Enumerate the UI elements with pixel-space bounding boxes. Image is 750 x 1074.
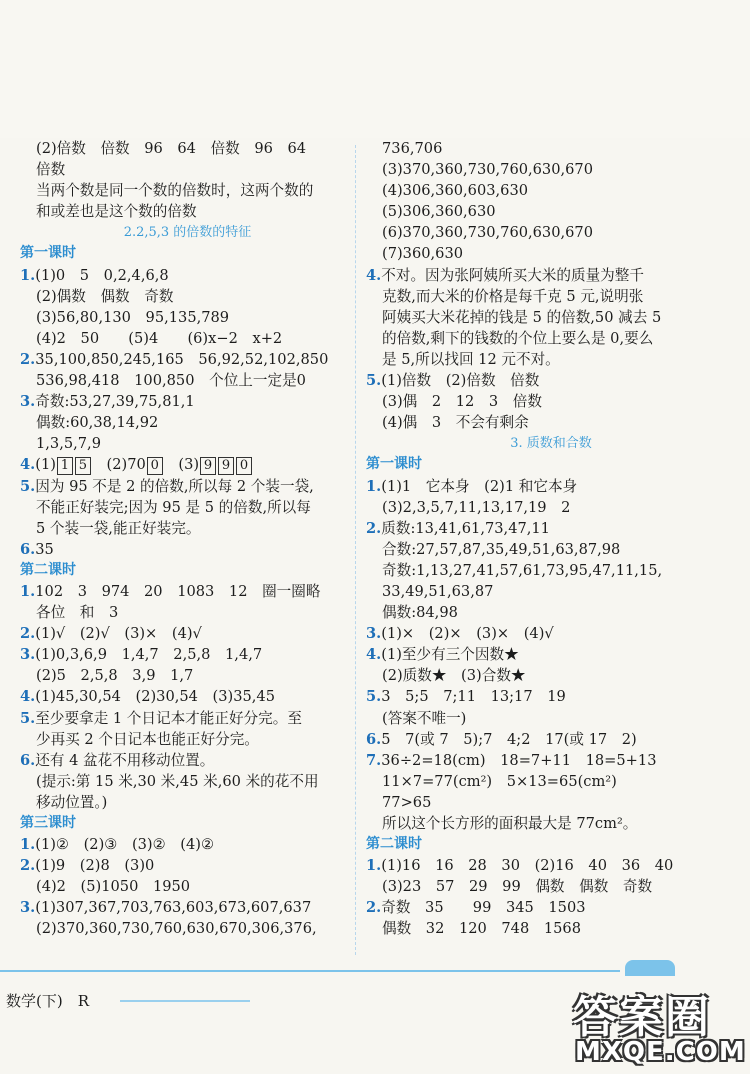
answer-text: 第三课时: [20, 815, 76, 831]
right-column: [366, 138, 736, 940]
right-line: [366, 560, 736, 581]
answer-text: 所以这个长方形的面积最大是 77cm²。: [382, 815, 638, 832]
left-line: [20, 265, 355, 286]
question-number: 1.: [20, 266, 36, 284]
answer-box: 5: [75, 457, 91, 475]
question-number: 7.: [366, 751, 382, 769]
question-number: 5.: [366, 688, 382, 706]
answer-text: (提示:第 15 米,30 米,45 米,60 米的花不用: [36, 772, 319, 790]
answer-text: 克数,而大米的价格是每千克 5 元,说明张: [382, 287, 644, 305]
right-line: [366, 265, 736, 286]
right-line: [366, 454, 736, 475]
answer-text: (1)× (2)× (3)× (4)√: [381, 625, 554, 643]
left-line: [20, 729, 355, 750]
answer-text: (5)306,360,630: [382, 203, 496, 221]
left-line: [20, 433, 355, 454]
right-line: [366, 307, 736, 328]
answer-text: 质数:13,41,61,73,47,11: [381, 519, 550, 537]
left-line: [20, 222, 355, 243]
right-line: [366, 918, 736, 939]
answer-text: (答案不唯一): [382, 709, 467, 727]
answer-text: 35,100,850,245,165 56,92,52,102,850: [35, 350, 329, 368]
left-line: [20, 497, 355, 518]
answer-text: (4)2 50 (5)4 (6)x−2 x+2: [36, 329, 283, 347]
right-line: [366, 539, 736, 560]
answer-text: 77>65: [382, 793, 432, 811]
left-line: [20, 855, 355, 876]
answer-text: 第一课时: [20, 245, 76, 262]
right-line: [366, 243, 736, 264]
answer-text: (4)306,360,603,630: [382, 182, 529, 200]
question-number: 3.: [366, 625, 382, 643]
left-line: [20, 644, 355, 665]
answer-text: (1)至少有三个因数★: [381, 646, 519, 664]
right-line: [366, 644, 736, 665]
answer-text: 当两个数是同一个数的倍数时，这两个数的: [36, 182, 314, 200]
answer-text: 第二课时: [366, 836, 422, 853]
answer-text: 33,49,51,63,87: [382, 582, 494, 600]
question-number: 3.: [20, 646, 36, 664]
answer-text: 偶数:84,98: [382, 604, 458, 622]
left-line: [20, 918, 355, 939]
answer-text: 奇数 35 99 345 1503: [381, 899, 586, 917]
right-line: [366, 813, 736, 834]
answer-text: 736,706: [382, 140, 443, 157]
right-line: [366, 349, 736, 370]
right-line: [366, 180, 736, 201]
question-number: 2.: [366, 519, 382, 537]
question-number: 4.: [20, 688, 36, 706]
answer-text: 102 3 974 20 1083 12 圈一圈略: [35, 582, 321, 600]
question-number: 3.: [20, 899, 36, 917]
question-number: 5.: [20, 477, 36, 495]
answer-text: (1)√ (2)√ (3)× (4)√: [35, 625, 202, 643]
right-line: [366, 686, 736, 707]
page-number-tab: [625, 960, 675, 976]
left-line: [20, 602, 355, 623]
left-line: [20, 138, 355, 159]
answer-text: 5 7(或 7 5);7 4;2 17(或 17 2): [381, 730, 637, 748]
answer-text: (2)370,360,730,760,630,670,306,376,: [36, 920, 317, 938]
right-line: [366, 201, 736, 222]
answer-text: (4)2 (5)1050 1950: [36, 878, 191, 896]
left-line: [20, 159, 355, 180]
answer-text: (2)倍数 倍数 96 64 倍数 96 64: [36, 140, 307, 157]
page-top-blank: [0, 0, 750, 138]
right-line: [366, 476, 736, 497]
answer-text: 还有 4 盆花不用移动位置。: [35, 751, 215, 769]
right-line: [366, 834, 736, 855]
answer-text: (3)23 57 29 99 偶数 偶数 奇数: [382, 878, 653, 896]
answer-text: (1)9 (2)8 (3)0: [35, 857, 155, 875]
left-line: [20, 518, 355, 539]
right-line: [366, 370, 736, 391]
question-number: 1.: [366, 857, 382, 875]
answer-text: (3)56,80,130 95,135,789: [36, 308, 230, 326]
right-line: [366, 581, 736, 602]
question-number: 2.: [20, 350, 36, 368]
right-line: [366, 222, 736, 243]
answer-text: (1)0,3,6,9 1,4,7 2,5,8 1,4,7: [35, 646, 263, 664]
answer-text: (3): [163, 456, 200, 474]
right-line: [366, 286, 736, 307]
question-number: 2.: [20, 857, 36, 875]
footer-rule-short: [120, 1000, 250, 1002]
right-line: [366, 876, 736, 897]
answer-text: (1): [35, 456, 56, 474]
left-line: [20, 370, 355, 391]
left-line: [20, 307, 355, 328]
answer-text: 是 5,所以找回 12 元不对。: [382, 350, 560, 368]
answer-text: 奇数:1,13,27,41,57,61,73,95,47,11,15,: [382, 561, 663, 579]
answer-text: (1)② (2)③ (3)② (4)②: [35, 836, 215, 854]
answer-text: 1,3,5,7,9: [36, 435, 101, 453]
answer-text: 不对。因为张阿姨所买大米的质量为整千: [381, 266, 644, 284]
answer-text: (1)倍数 (2)倍数 倍数: [381, 372, 540, 390]
footer-rule: [0, 970, 620, 972]
answer-text: 至少要拿走 1 个日记本才能正好分完。至: [35, 709, 302, 727]
left-line: [20, 476, 355, 497]
question-number: 5.: [366, 372, 382, 390]
answer-text: 第一课时: [366, 456, 422, 473]
answer-text: 阿姨买大米花掉的钱是 5 的倍数,50 减去 5: [382, 308, 662, 326]
right-line: [366, 771, 736, 792]
answer-text: 因为 95 不是 2 的倍数,所以每 2 个装一袋,: [35, 477, 314, 495]
left-line: [20, 391, 355, 412]
answer-text: (1)0 5 0,2,4,6,8: [35, 266, 169, 284]
answer-text: 偶数 32 120 748 1568: [382, 920, 581, 938]
answer-box: 9: [200, 457, 216, 475]
question-number: 4.: [20, 456, 36, 474]
left-line: [20, 813, 355, 834]
answer-text: 第二课时: [20, 561, 76, 578]
question-number: 1.: [20, 836, 36, 854]
answer-text: (3)偶 2 12 3 倍数: [382, 393, 542, 411]
answer-text: (1)307,367,703,763,603,673,607,637: [35, 899, 312, 917]
question-number: 6.: [20, 540, 36, 558]
left-line: [20, 412, 355, 433]
logo-main-text: 答案圈: [573, 992, 711, 1043]
answer-text: 536,98,418 100,850 个位上一定是0: [36, 372, 306, 390]
answer-text: (2)70: [91, 456, 146, 474]
answer-text: (1)1 它本身 (2)1 和它本身: [381, 477, 578, 495]
right-line: [366, 792, 736, 813]
question-number: 1.: [366, 477, 382, 495]
right-line: [366, 729, 736, 750]
answer-text: (1)16 16 28 30 (2)16 40 36 40: [381, 857, 674, 875]
right-line: [366, 159, 736, 180]
answer-text: 偶数:60,38,14,92: [36, 414, 159, 432]
right-line: [366, 518, 736, 539]
answer-text: (2)质数★ (3)合数★: [382, 667, 526, 685]
left-line: [20, 750, 355, 771]
right-line: [366, 855, 736, 876]
left-line: [20, 454, 355, 475]
answer-text: 倍数: [36, 161, 66, 179]
left-line: [20, 897, 355, 918]
right-line: [366, 750, 736, 771]
left-line: [20, 286, 355, 307]
left-line: [20, 201, 355, 222]
left-line: [20, 686, 355, 707]
answer-text: (3)370,360,730,760,630,670: [382, 161, 593, 179]
answer-text: 各位 和 3: [36, 604, 119, 622]
answer-text: (6)370,360,730,760,630,670: [382, 224, 593, 242]
answer-text: 不能正好装完;因为 95 是 5 的倍数,所以每: [36, 498, 311, 516]
question-number: 5.: [20, 709, 36, 727]
right-line: [366, 433, 736, 454]
answer-box: 9: [218, 457, 234, 475]
left-line: [20, 708, 355, 729]
question-number: 3.: [20, 393, 36, 411]
left-column: [20, 138, 355, 940]
question-number: 6.: [20, 751, 36, 769]
answer-text: 5 个装一袋,能正好装完。: [36, 519, 201, 537]
left-line: [20, 243, 355, 264]
answer-text: 的倍数,剩下的钱数的个位上要么是 0,要么: [382, 329, 654, 347]
answer-text: 少再买 2 个日记本也能正好分完。: [36, 730, 259, 748]
right-line: [366, 412, 736, 433]
answer-box: 0: [147, 457, 163, 475]
right-line: [366, 602, 736, 623]
answer-text: (4)偶 3 不会有剩余: [382, 414, 529, 432]
right-line: [366, 328, 736, 349]
left-line: [20, 876, 355, 897]
answer-text: (2)偶数 偶数 奇数: [36, 287, 174, 305]
answer-text: 奇数:53,27,39,75,81,1: [35, 393, 195, 411]
answer-box: 1: [57, 457, 73, 475]
right-line: [366, 708, 736, 729]
right-line: [366, 623, 736, 644]
answer-text: 2.2,5,3 的倍数的特征: [123, 225, 252, 241]
answer-box: 0: [236, 457, 252, 475]
question-number: 4.: [366, 266, 382, 284]
question-number: 6.: [366, 730, 382, 748]
left-line: [20, 665, 355, 686]
right-line: [366, 497, 736, 518]
left-line: [20, 792, 355, 813]
answer-text: 3 5;5 7;11 13;17 19: [381, 688, 566, 706]
answer-text: (1)45,30,54 (2)30,54 (3)35,45: [35, 688, 275, 706]
answer-text: (3)2,3,5,7,11,13,17,19 2: [382, 498, 571, 516]
left-line: [20, 349, 355, 370]
logo-url-text: MXQE.COM: [575, 1037, 746, 1067]
answer-text: 合数:27,57,87,35,49,51,63,87,98: [382, 540, 621, 558]
answer-text: 3. 质数和合数: [510, 436, 592, 452]
left-line: [20, 539, 355, 560]
left-line: [20, 834, 355, 855]
answer-text: 和或差也是这个数的倍数: [36, 203, 197, 221]
right-line: [366, 138, 736, 159]
left-line: [20, 581, 355, 602]
question-number: 4.: [366, 646, 382, 664]
question-number: 2.: [366, 899, 382, 917]
question-number: 1.: [20, 582, 36, 600]
answer-text: 移动位置。): [36, 793, 108, 811]
footer-subject: 数学(下) R: [6, 992, 89, 1010]
answer-text: 36÷2=18(cm) 18=7+11 18=5+13: [381, 751, 657, 769]
column-divider: [355, 145, 356, 955]
left-line: [20, 560, 355, 581]
answer-text: (7)360,630: [382, 245, 464, 263]
question-number: 2.: [20, 625, 36, 643]
answer-text: 35: [35, 540, 54, 558]
right-line: [366, 665, 736, 686]
left-line: [20, 771, 355, 792]
answer-text: 11×7=77(cm²) 5×13=65(cm²): [382, 772, 617, 790]
left-line: [20, 180, 355, 201]
answer-text: (2)5 2,5,8 3,9 1,7: [36, 667, 194, 685]
left-line: [20, 623, 355, 644]
watermark-logo: [565, 975, 745, 1074]
right-line: [366, 897, 736, 918]
left-line: [20, 328, 355, 349]
right-line: [366, 391, 736, 412]
